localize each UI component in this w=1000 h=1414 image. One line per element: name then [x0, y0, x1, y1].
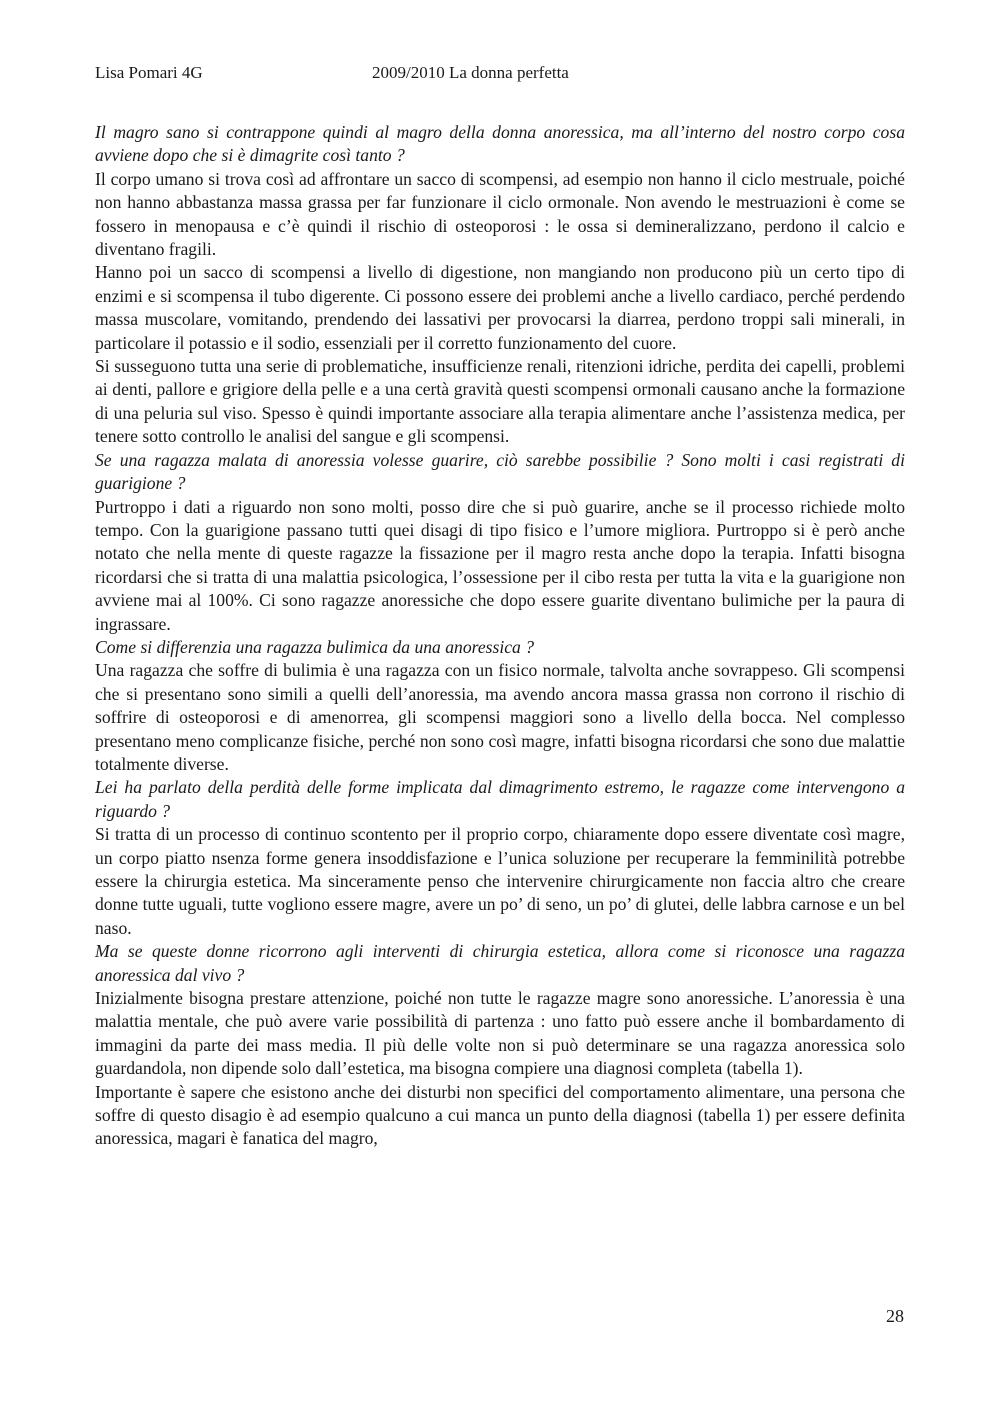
interview-question: Lei ha parlato della perdità delle forme implicata dal dimagrimento estremo, le ragazze come intervengono a riguardo ? — [95, 777, 905, 821]
interview-answer: Si tratta di un processo di continuo scontento per il proprio corpo, chiaramente dopo essere diventate così magre, un corpo piatto nsenza forme genera insoddisfazione e l’unica soluzione per recuperare la femminilità potrebbe essere la chirurgia estetica. Ma sinceramente penso che intervenire chirurgicamente non faccia altro che creare donne tutte uguali, tutte vogliono essere magre, avere un po’ di seno, un po’ di glutei, delle labbra carnose e un bel naso. — [95, 824, 905, 938]
page-number: 28 — [886, 1306, 904, 1326]
interview-answer: Importante è sapere che esistono anche dei disturbi non specifici del comportamento alimentare, una persona che soffre di questo disagio è ad esempio qualcuno a cui manca un punto della diagnosi (tabella 1) per essere definita anoressica, magari è fanatica del magro, — [95, 1081, 905, 1149]
header-title: 2009/2010 La donna perfetta — [372, 63, 569, 82]
interview-question: Il magro sano si contrappone quindi al magro della donna anoressica, ma all’interno del nostro corpo cosa avviene dopo che si è dimagrite così tanto ? — [95, 122, 905, 166]
interview-answer: Hanno poi un sacco di scompensi a livello di digestione, non mangiando non producono più un certo tipo di enzimi e si scompensa il tubo digerente. Ci possono essere dei problemi anche a livello cardiaco, perché perdendo massa muscolare, vomitando, prendendo dei lassativi per provocarsi la diarrea, perdono troppi sali minerali, in particolare il potassio e il sodio, essenziali per il corretto funzionamento del cuore. — [95, 262, 905, 353]
interview-answer: Il corpo umano si trova così ad affrontare un sacco di scompensi, ad esempio non hanno il ciclo mestruale, poiché non hanno abbastanza massa grassa per far funzionare il ciclo ormonale. Non avendo le mestruazioni è come se fossero in menopausa e c’è quindi il rischio di osteoporosi : le ossa si demineralizzano, perdono il calcio e diventano fragili. — [95, 168, 905, 260]
interview-question: Se una ragazza malata di anoressia volesse guarire, ciò sarebbe possibilie ? Sono molti i casi registrati di guarigione ? — [95, 449, 905, 494]
header-author: Lisa Pomari 4G — [95, 63, 203, 82]
interview-question: Come si differenzia una ragazza bulimica da una anoressica ? — [95, 636, 535, 657]
interview-answer: Una ragazza che soffre di bulimia è una ragazza con un fisico normale, talvolta anche sovrappeso. Gli scompensi che si presentano sono simili a quelli dell’anoressia, ma avendo ancora massa grassa non corrono il rischio di soffrire di osteoporosi e di amenorrea, gli scompensi maggiori sono a livello della bocca. Nel complesso presentano meno complicanze fisiche, perché non sono così magre, infatti bisogna ricordarsi che sono due malattie totalmente diverse. — [95, 660, 905, 774]
body-text — [95, 121, 905, 1151]
interview-question: Ma se queste donne ricorrono agli interventi di chirurgia estetica, allora come si riconosce una ragazza anoressica dal vivo ? — [95, 941, 905, 985]
interview-answer: Inizialmente bisogna prestare attenzione, poiché non tutte le ragazze magre sono anoressiche. L’anoressia è una malattia mentale, che può avere varie possibilità di partenza : uno fatto può essere anche il bombardamento di immagini da parte dei mass media. Il più delle volte non si può determinare se una ragazza anoressica solo guardandola, non dipende solo dall’estetica, ma bisogna compiere una diagnosi completa (tabella 1). — [95, 988, 905, 1079]
interview-answer: Si susseguono tutta una serie di problematiche, insufficienze renali, ritenzioni idriche, perdita dei capelli, problemi ai denti, pallore e grigiore della pelle e a una certà gravità questi scompensi ormonali causano anche la formazione di una peluria sul viso. Spesso è quindi importante associare alla terapia alimentare anche l’assistenza medica, per tenere sotto controllo le analisi del sangue e gli scompensi. — [95, 356, 905, 447]
interview-answer: Purtroppo i dati a riguardo non sono molti, posso dire che si può guarire, anche se il processo richiede molto tempo. Con la guarigione passano tutti quei disagi di tipo fisico e l’umore migliora. Purtroppo si è però anche notato che nella mente di queste ragazze la fissazione per il magro resta anche dopo la terapia. Infatti bisogna ricordarsi che si tratta di una malattia psicologica, l’ossessione per il cibo resta per tutta la vita e la guarigione non avviene mai al 100%. Ci sono ragazze anoressiche che dopo essere guarite diventano bulimiche per la paura di ingrassare. — [95, 496, 905, 634]
